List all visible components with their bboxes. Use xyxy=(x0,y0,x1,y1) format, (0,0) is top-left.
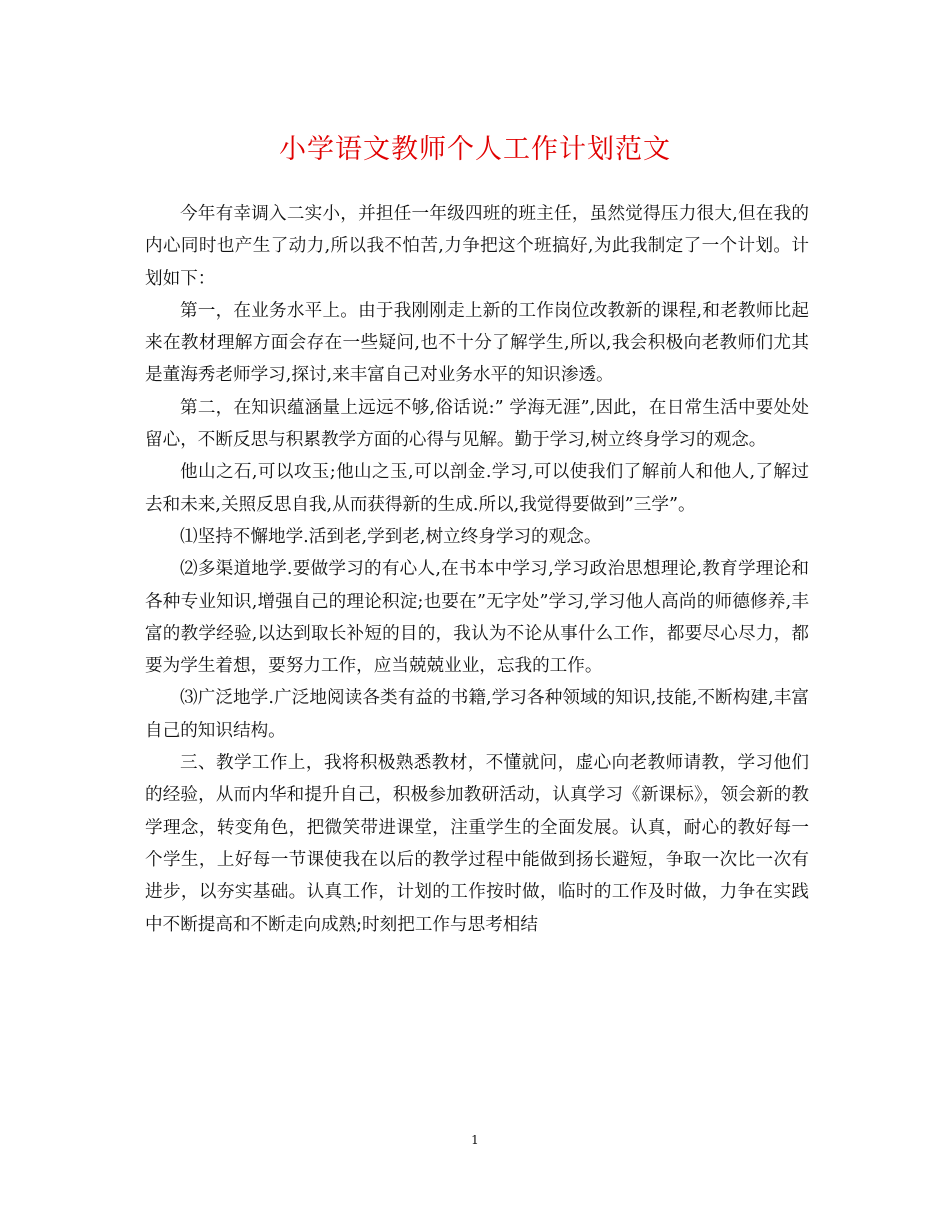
paragraph-three-learnings: 他山之石,可以攻玉;他山之玉,可以剖金.学习,可以使我们了解前人和他人,了解过去和未来,关照反思自我,从而获得新的生成.所以,我觉得要做到”三学”。 xyxy=(145,462,809,515)
document-title: 小学语文教师个人工作计划范文 xyxy=(279,134,671,165)
paragraph-learning-item-2: ⑵多渠道地学.要做学习的有心人,在书本中学习,学习政治思想理论,教育学理论和各种专业知识,增强自己的理论积淀;也要在”无字处”学习,学习他人高尚的师德修养,丰富的教学经验,以达到取长补短的目的，我认为不论从事什么工作，都要尽心尽力，都要为学生着想，要努力工作，应当兢兢业业，忘我的工作。 xyxy=(145,559,809,677)
document-body xyxy=(145,198,809,941)
paragraph-intro: 今年有幸调入二实小，并担任一年级四班的班主任，虽然觉得压力很大,但在我的内心同时也产生了动力,所以我不怕苦,力争把这个班搞好,为此我制定了一个计划。计划如下： xyxy=(145,204,809,289)
paragraph-second-point: 第二，在知识蕴涵量上远远不够,俗话说:” 学海无涯”,因此，在日常生活中要处处留心，不断反思与积累教学方面的心得与见解。勤于学习,树立终身学习的观念。 xyxy=(145,397,809,451)
paragraph-first-point: 第一，在业务水平上。由于我刚刚走上新的工作岗位改教新的课程,和老教师比起来在教材理解方面会存在一些疑问,也不十分了解学生,所以,我会积极向老教师们尤其是董海秀老师学习,探讨,来丰富自己对业务水平的知识渗透。 xyxy=(145,300,809,386)
paragraph-learning-item-1: ⑴坚持不懈地学.活到老,学到老,树立终身学习的观念。 xyxy=(180,526,602,547)
paragraph-learning-item-3: ⑶广泛地学.广泛地阅读各类有益的书籍,学习各种领域的知识,技能,不断构建,丰富自己的知识结构。 xyxy=(145,688,809,741)
page-number: 1 xyxy=(471,1133,479,1147)
paragraph-teaching-work: 三、教学工作上，我将积极熟悉教材，不懂就问，虚心向老教师请教，学习他们的经验，从而内华和提升自己，积极参加教研活动，认真学习《新课标》，领会新的教学理念，转变角色，把微笑带进课堂，注重学生的全面发展。认真，耐心的教好每一个学生，上好每一节课使我在以后的教学过程中能做到扬长避短，争取一次比一次有进步，以夯实基础。认真工作，计划的工作按时做，临时的工作及时做，力争在实践中不断提高和不断走向成熟;时刻把工作与思考相结 xyxy=(145,753,809,935)
